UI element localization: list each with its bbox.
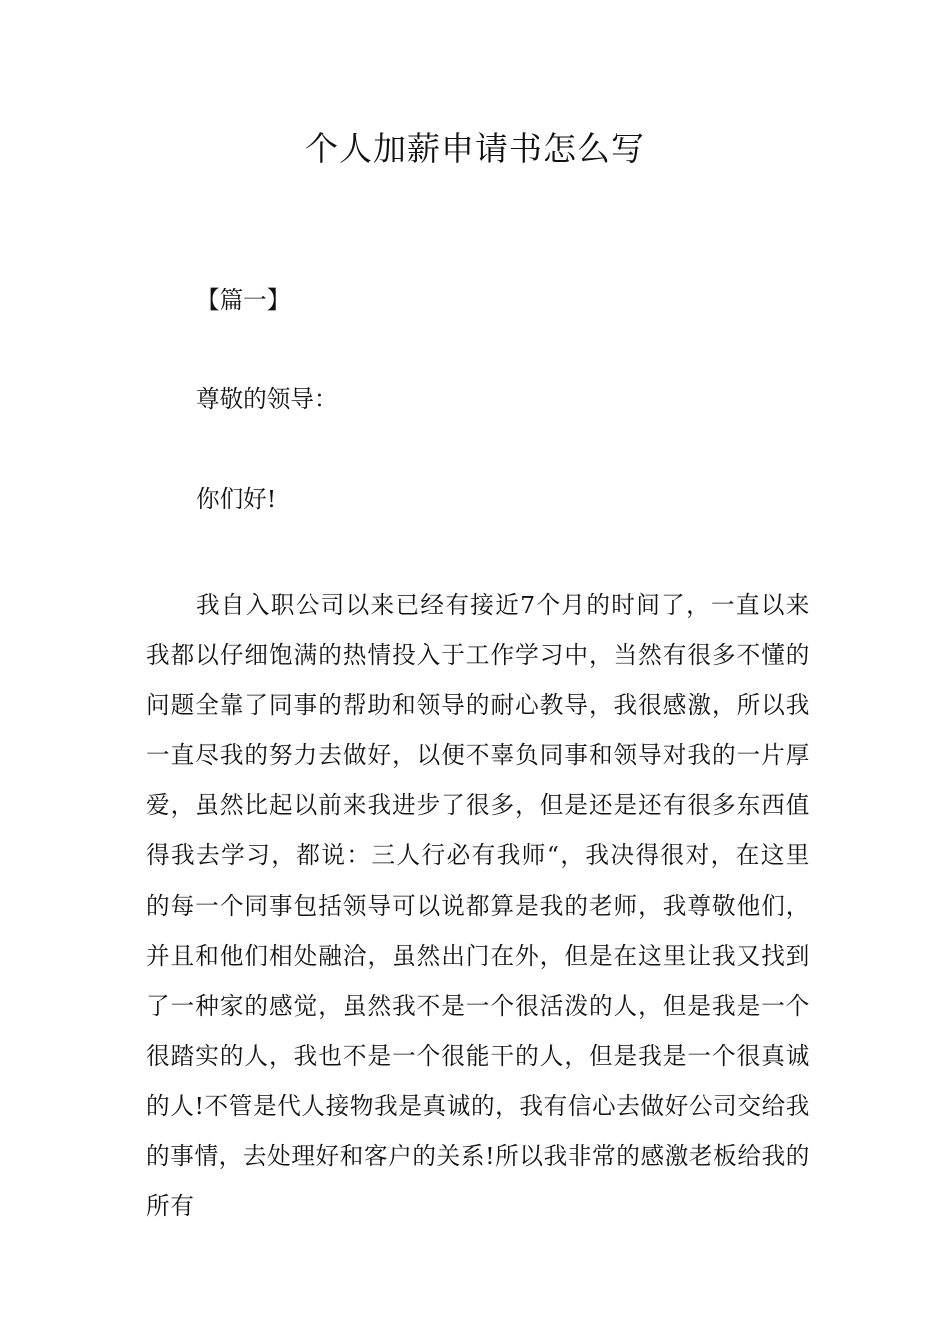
- salutation: 尊敬的领导：: [196, 385, 338, 413]
- section-label: 【篇一】: [196, 286, 291, 314]
- body-paragraph: 我自入职公司以来已经有接近7个月的时间了，一直以来我都以仔细饱满的热情投入于工作学习中，当然有很多不懂的问题全靠了同事的帮助和领导的耐心教导，我很感激，所以我一直尽我的努力去做好，以便不辜负同事和领导对我的一片厚爱，虽然比起以前来我进步了很多，但是还是还有很多东西值得我去学习，都说：三人行必有我师“，我决得很对，在这里的每一个同事包括领导可以说都算是我的老师，我尊敬他们，并且和他们相处融洽，虽然出门在外，但是在这里让我又找到了一种家的感觉，虽然我不是一个很活泼的人，但是我是一个很踏实的人，我也不是一个很能干的人，但是我是一个很真诚的人!不管是代人接物我是真诚的，我有信心去做好公司交给我的事情，去处理好和客户的关系!所以我非常的感激老板给我的所有: [146, 591, 810, 1221]
- document-title: 个人加薪申请书怎么写: [305, 129, 645, 168]
- greeting: 你们好!: [196, 485, 277, 513]
